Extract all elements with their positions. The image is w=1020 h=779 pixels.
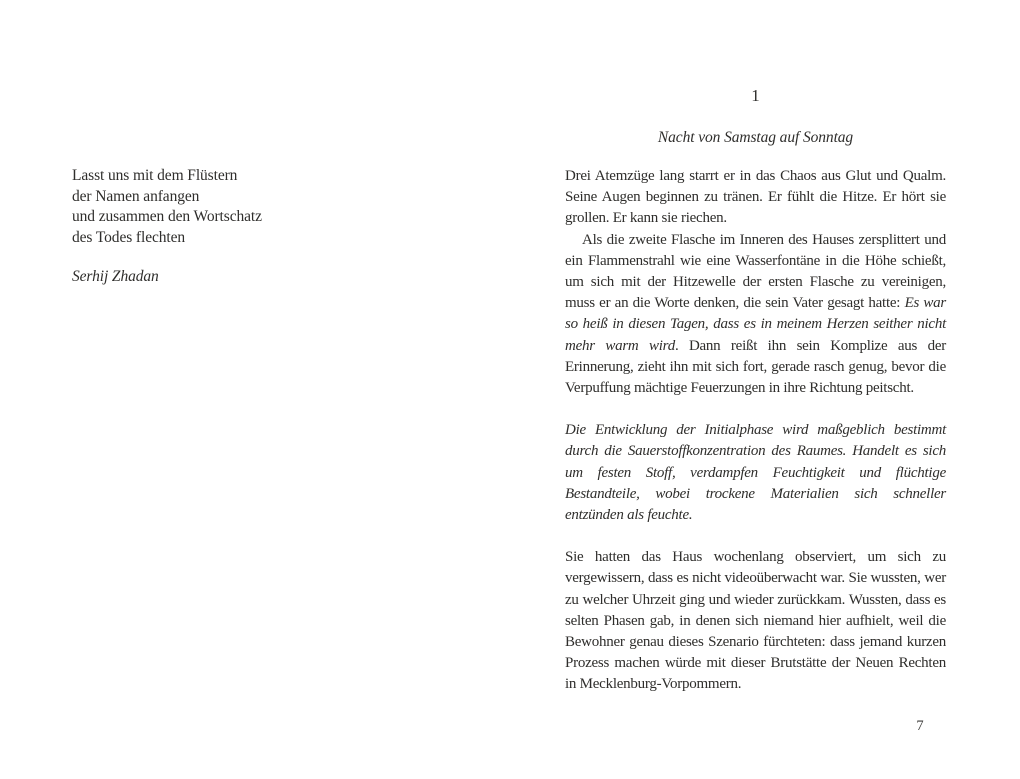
epigraph-author: Serhij Zhadan — [72, 268, 159, 286]
paragraph-second — [565, 230, 946, 400]
paragraph-second-quote: Es war so heiß in diesen Tagen, dass es in meinem Herzen seither nicht mehr warm wird — [565, 295, 946, 354]
paragraph-second-pre: Als die zweite Flasche im Inneren des Hauses zersplittert und ein Flammenstrahl wie eine Wasserfontäne in die Höhe schießt, um sich mit der Hitzewelle der ersten Flasche zu vereinigen, muss er an die Worte denken, die sein Vater gesagt hatte: — [565, 231, 946, 312]
chapter-text-block — [565, 85, 946, 696]
chapter-number: 1 — [751, 86, 760, 105]
paragraph-second-post: . Dann reißt ihn sein Komplize aus der Erinnerung, zieht ihn mit sich fort, gerade rasch genug, bevor die Verpuffung mächtige Feuerzungen in ihre Richtung peitscht. — [565, 337, 946, 397]
page-number: 7 — [916, 718, 924, 734]
paragraph-technical-insert: Die Entwicklung der Initialphase wird maßgeblich bestimmt durch die Sauerstoffkonzentration des Raumes. Handelt es sich um festen Stoff, verdampfen Feuchtigkeit und flüchtige Bestandteile, wobei trockene Materialien sich schneller entzünden als feuchte. — [565, 422, 946, 524]
epigraph-line: und zusammen den Wortschatz — [72, 208, 262, 226]
chapter-subtitle: Nacht von Samstag auf Sonntag — [657, 129, 854, 146]
page-right — [510, 0, 1020, 779]
paragraph-surveillance: Sie hatten das Haus wochenlang observiert, um sich zu vergewissern, dass es nicht videoüberwacht war. Sie wussten, wer zu welcher Uhrzeit ging und wieder zurückkam. Wussten, dass es selten Phasen gab, in denen sich niemand hier aufhielt, weil die Bewohner genau dieses Szenario fürchteten: dass jemand kurzen Prozess machen würde mit dieser Brutstätte der Neuen Rechten in Mecklenburg-Vorpommern. — [565, 549, 946, 693]
chapter-body — [565, 166, 946, 696]
epigraph-line: des Todes flechten — [72, 228, 186, 246]
epigraph-line: der Namen anfangen — [72, 187, 200, 205]
epigraph — [72, 166, 262, 288]
epigraph-line: Lasst uns mit dem Flüstern — [72, 167, 238, 184]
paragraph-opening: Drei Atemzüge lang starrt er in das Chaos aus Glut und Qualm. Seine Augen beginnen zu tränen. Er fühlt die Hitze. Er hört sie grollen. Er kann sie riechen. — [565, 168, 946, 227]
